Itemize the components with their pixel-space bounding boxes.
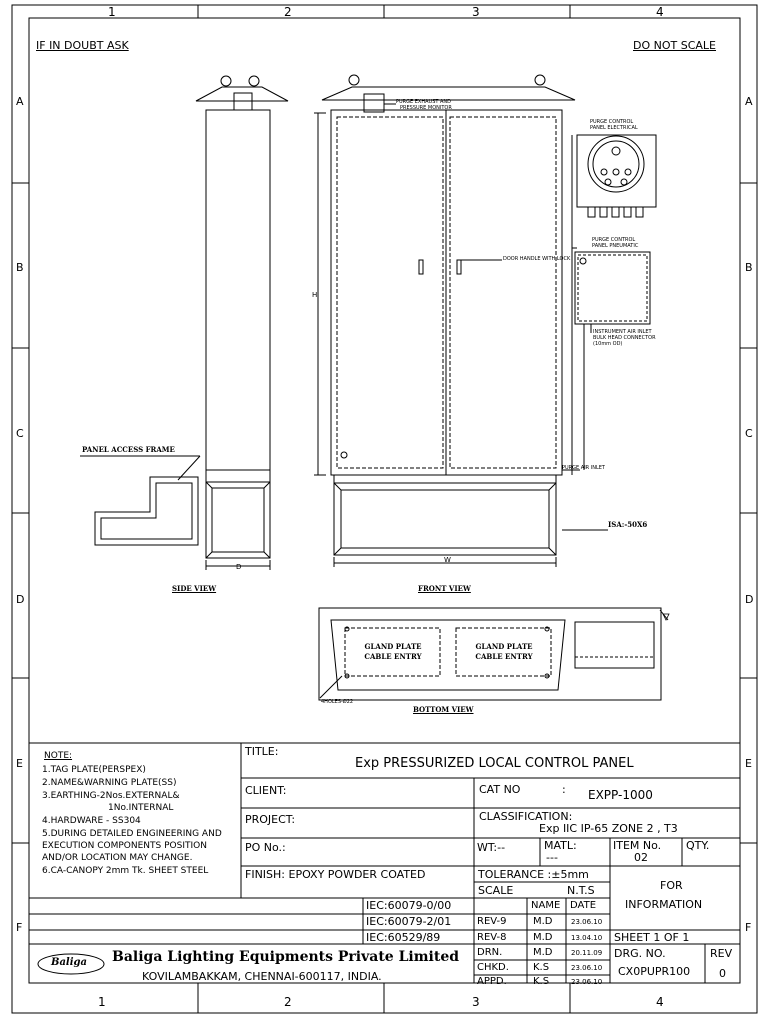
purge-air-inlet-label: PURGE AIR INLET: [562, 465, 605, 471]
row-a-right: A: [745, 95, 753, 108]
purge-pneumatic-label-1: PURGE CONTROL: [592, 237, 636, 243]
row-a-left: A: [16, 95, 24, 108]
date-column-header: DATE: [570, 900, 597, 911]
row-c-left: C: [16, 427, 24, 440]
row-b-left: B: [16, 261, 24, 274]
matl-label: MATL:: [544, 839, 577, 852]
note-6: 6.CA-CANOPY 2mm Tk. SHEET STEEL: [42, 866, 209, 876]
instrument-air-label-3: (10mm OD): [593, 341, 623, 347]
appd-date: 23.06.10: [571, 978, 603, 986]
rev-row-1-name: M.D: [533, 916, 553, 927]
po-label: PO No.:: [245, 841, 286, 854]
purge-control-electrical: [572, 135, 656, 475]
status-line-1: FOR: [660, 879, 683, 892]
status-line-2: INFORMATION: [625, 898, 703, 911]
front-view: [314, 75, 608, 567]
title-label: TITLE:: [245, 745, 279, 758]
rev-row-1-label: REV-9: [477, 916, 507, 927]
col-2-bottom: 2: [284, 995, 292, 1009]
appd-label: APPD.: [477, 976, 507, 987]
finish-label: FINISH: EPOXY POWDER COATED: [245, 868, 426, 881]
gland-plate-2-line-2: CABLE ENTRY: [475, 652, 533, 661]
wt-label: WT:--: [477, 841, 506, 854]
sheet-info: SHEET 1 OF 1: [614, 931, 690, 944]
dim-h-label: H: [312, 291, 318, 299]
company-name: Baliga Lighting Equipments Private Limited: [112, 949, 460, 965]
rev-label: REV: [710, 947, 733, 960]
panel-access-frame-label: PANEL ACCESS FRAME: [82, 445, 175, 454]
door-handle-label: DOOR HANDLE WITH LOCK: [503, 256, 571, 262]
row-b-right: B: [745, 261, 753, 274]
notes-heading: NOTE:: [44, 751, 73, 761]
col-3-top: 3: [472, 5, 480, 19]
note-5: 5.DURING DETAILED ENGINEERING AND: [42, 829, 222, 839]
note-1: 1.TAG PLATE(PERSPEX): [42, 765, 146, 775]
if-in-doubt-note: IF IN DOUBT ASK: [36, 39, 129, 52]
purge-control-pneumatic: [575, 252, 650, 470]
purge-exhaust-label-1: PURGE EXHAUST AND: [396, 99, 452, 105]
row-d-left: D: [16, 593, 25, 606]
row-f-right: F: [745, 921, 752, 934]
scale-label: SCALE: [478, 884, 514, 897]
cat-no-value: EXPP-1000: [588, 788, 653, 802]
note-3: 3.EARTHING-2Nos.EXTERNAL&: [42, 791, 180, 801]
side-view: [196, 76, 288, 570]
company-logo: Baliga: [51, 957, 88, 968]
chkd-name: K.S: [533, 962, 550, 973]
standard-2: IEC:60079-2/01: [366, 915, 452, 928]
drn-date: 20.11.09: [571, 949, 603, 957]
col-1-top: 1: [108, 5, 116, 19]
drawing-title: Exp PRESSURIZED LOCAL CONTROL PANEL: [355, 756, 634, 771]
cat-no-separator: :: [562, 783, 566, 796]
side-view-label: SIDE VIEW: [172, 584, 217, 593]
col-4-top: 4: [656, 5, 664, 19]
panel-access-frame-sketch: [80, 456, 200, 545]
rev-row-2-date: 13.04.10: [571, 934, 603, 942]
do-not-scale-note: DO NOT SCALE: [633, 39, 716, 52]
project-label: PROJECT:: [245, 813, 296, 826]
dim-w-label: W: [444, 556, 451, 564]
company-address: KOVILAMBAKKAM, CHENNAI-600117, INDIA.: [142, 970, 382, 983]
purge-electrical-label-1: PURGE CONTROL: [590, 119, 634, 125]
dim-d-label: D: [236, 563, 242, 571]
rev-row-2-name: M.D: [533, 932, 553, 943]
qty-label: QTY.: [686, 839, 710, 852]
note-4: 4.HARDWARE - SS304: [42, 816, 141, 826]
row-d-right: D: [745, 593, 754, 606]
name-column-header: NAME: [531, 900, 561, 911]
scale-value: N.T.S: [567, 884, 595, 897]
rev-row-2-label: REV-8: [477, 932, 507, 943]
standard-1: IEC:60079-0/00: [366, 899, 452, 912]
instrument-air-label-2: BULK HEAD CONNECTOR: [593, 335, 656, 341]
standard-3: IEC:60529/89: [366, 931, 441, 944]
note-3b: 1No.INTERNAL: [108, 803, 174, 813]
note-5c: AND/OR LOCATION MAY CHANGE.: [42, 853, 193, 863]
row-c-right: C: [745, 427, 753, 440]
purge-pneumatic-label-2: PANEL PNEUMATIC: [592, 243, 639, 249]
col-4-bottom: 4: [656, 995, 664, 1009]
instrument-air-label-1: INSTRUMENT AIR INLET: [593, 329, 652, 335]
cat-no-label: CAT NO: [479, 783, 521, 796]
appd-name: K.S: [533, 976, 550, 987]
bottom-view-label: BOTTOM VIEW: [413, 705, 474, 714]
gland-plate-2-line-1: GLAND PLATE: [475, 642, 533, 651]
row-f-left: F: [16, 921, 23, 934]
purge-electrical-label-2: PANEL ELECTRICAL: [590, 125, 638, 131]
rev-value: 0: [719, 967, 726, 980]
row-e-left: E: [16, 757, 23, 770]
client-label: CLIENT:: [245, 784, 287, 797]
classification-value: Exp IIC IP-65 ZONE 2 , T3: [539, 822, 678, 835]
drg-no-value: CX0PUPR100: [618, 965, 691, 978]
col-2-top: 2: [284, 5, 292, 19]
classification-label: CLASSIFICATION:: [479, 810, 573, 823]
item-no-value: 02: [634, 851, 648, 864]
note-2: 2.NAME&WARNING PLATE(SS): [42, 778, 177, 788]
drn-name: M.D: [533, 947, 553, 958]
col-3-bottom: 3: [472, 995, 480, 1009]
row-e-right: E: [745, 757, 752, 770]
chkd-date: 23.06.10: [571, 964, 603, 972]
drg-no-label: DRG. NO.: [614, 947, 666, 960]
note-5b: EXECUTION COMPONENTS POSITION: [42, 841, 207, 851]
chkd-label: CHKD.: [477, 962, 509, 973]
gland-plate-1-line-1: GLAND PLATE: [364, 642, 422, 651]
item-no-label: ITEM No.: [613, 839, 662, 852]
tolerance-label: TOLERANCE :±5mm: [478, 868, 589, 881]
rev-row-1-date: 23.06.10: [571, 918, 603, 926]
purge-exhaust-label-2: PRESSURE MONITOR: [400, 105, 452, 111]
col-1-bottom: 1: [98, 995, 106, 1009]
drn-label: DRN.: [477, 947, 503, 958]
isa-label: ISA:-50X6: [608, 520, 648, 529]
holes-label: 4HOLES-Ø22: [321, 699, 354, 705]
matl-value: ---: [546, 851, 558, 864]
gland-plate-1-line-2: CABLE ENTRY: [364, 652, 422, 661]
front-view-label: FRONT VIEW: [418, 584, 471, 593]
